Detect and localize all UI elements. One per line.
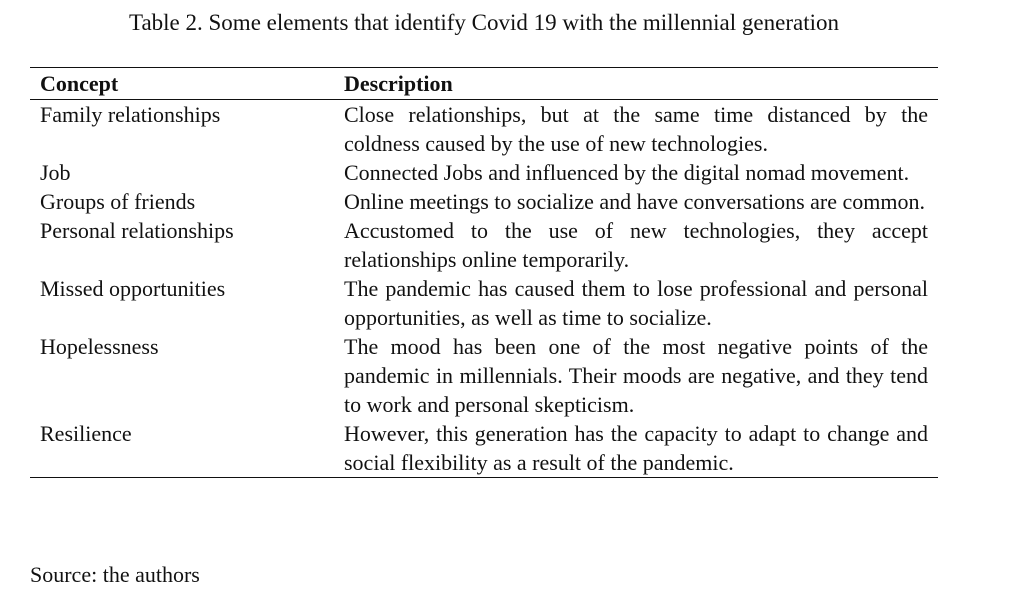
row-description: However, this generation has the capacity to adapt to change and social flexibility as a result of the pandemic. [344, 421, 928, 475]
table-bottom-rule [30, 477, 938, 478]
table-row [30, 158, 938, 187]
row-concept: Job [40, 160, 71, 185]
row-concept: Resilience [40, 421, 132, 446]
row-description: The pandemic has caused them to lose professional and personal opportunities, as well as time to socialize. [344, 276, 928, 330]
concept-table [30, 67, 938, 478]
row-concept: Personal relationships [40, 218, 234, 243]
table-header-row [30, 68, 938, 99]
table-row [30, 419, 938, 477]
table-row [30, 332, 938, 419]
source-note: Source: the authors [30, 562, 200, 587]
table-row [30, 100, 938, 158]
header-concept: Concept [40, 70, 119, 96]
row-concept: Missed opportunities [40, 276, 226, 301]
table-row [30, 216, 938, 274]
row-description: Connected Jobs and influenced by the digital nomad movement. [344, 160, 910, 185]
row-concept: Hopelessness [40, 334, 159, 359]
row-concept: Family relationships [40, 102, 221, 127]
row-description: The mood has been one of the most negative points of the pandemic in millennials. Their moods are negative, and they tend to work and personal skepticism. [344, 334, 928, 417]
header-description: Description [344, 70, 453, 96]
table-row [30, 274, 938, 332]
table-caption: Table 2. Some elements that identify Covid 19 with the millennial generation [129, 10, 839, 35]
row-concept: Groups of friends [40, 189, 196, 214]
row-description: Accustomed to the use of new technologies, they accept relationships online temporarily. [344, 218, 928, 272]
row-description: Online meetings to socialize and have conversations are common. [344, 189, 925, 214]
table-row [30, 187, 938, 216]
row-description: Close relationships, but at the same time distanced by the coldness caused by the use of new technologies. [344, 102, 928, 156]
